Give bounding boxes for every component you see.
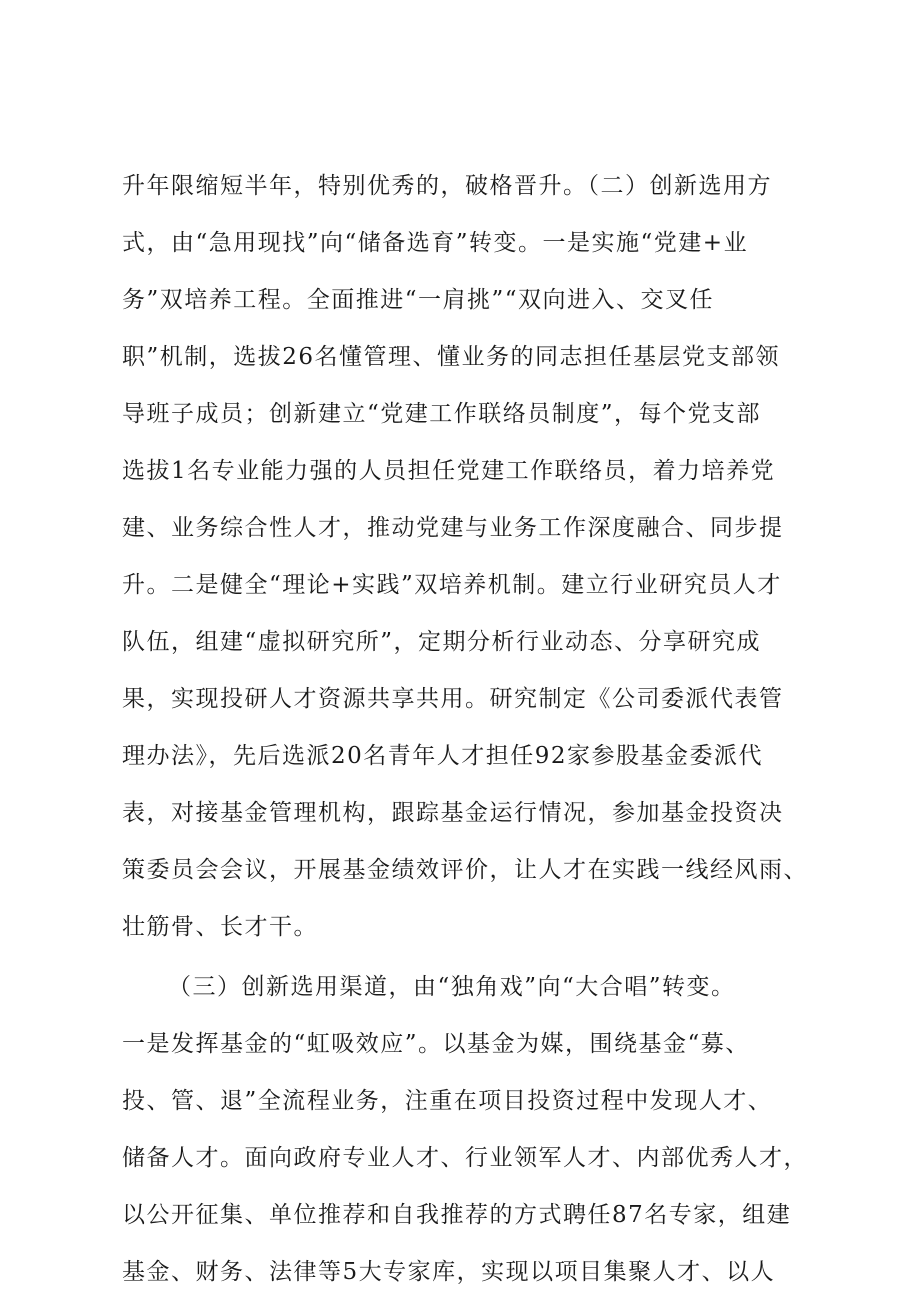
text-line: 壮筋骨、长才干。 [122, 914, 318, 940]
text-line: 建、业务综合性人才，推动党建与业务工作深度融合、同步提 [122, 515, 784, 541]
text-line: 升。二是健全“理论+实践”双培养机制。建立行业研究员人才 [122, 572, 782, 598]
text-line: 务”双培养工程。全面推进“一肩挑”“双向进入、交叉任 [122, 287, 715, 313]
text-line: 理办法》，先后选派20名青年人才担任92家参股基金委派代 [122, 743, 764, 769]
text-line: 以公开征集、单位推荐和自我推荐的方式聘任87名专家，组建 [122, 1202, 792, 1228]
text-line: 果，实现投研人才资源共享共用。研究制定《公司委派代表管 [122, 686, 784, 712]
paragraph-talent-selection-channels [122, 959, 812, 1301]
text-line: 队伍，组建“虚拟研究所”，定期分析行业动态、分享研究成 [122, 629, 762, 655]
text-line: 一是发挥基金的“虹吸效应”。以基金为媒，围绕基金“募、 [122, 1031, 750, 1057]
text-line: 策委员会会议，开展基金绩效评价，让人才在实践一线经风雨、 [122, 857, 808, 883]
document-body [122, 158, 812, 1301]
text-line: 基金、财务、法律等5大专家库，实现以项目集聚人才、以人 [122, 1259, 776, 1285]
text-line: 表，对接基金管理机构，跟踪基金运行情况，参加基金投资决 [122, 800, 784, 826]
text-line: 选拔1名专业能力强的人员担任党建工作联络员，着力培养党 [122, 458, 776, 484]
text-line: 升年限缩短半年，特别优秀的，破格晋升。（二）创新选用方 [122, 173, 772, 199]
text-line: 储备人才。面向政府专业人才、行业领军人才、内部优秀人才， [122, 1145, 808, 1171]
paragraph-talent-selection-methods [122, 158, 812, 956]
text-line: 投、管、退”全流程业务，注重在项目投资过程中发现人才、 [122, 1088, 773, 1114]
text-line: 导班子成员；创新建立“党建工作联络员制度”，每个党支部 [122, 401, 762, 427]
text-line: 职”机制，选拔26名懂管理、懂业务的同志担任基层党支部领 [122, 344, 781, 370]
text-line: 式，由“急用现找”向“储备选育”转变。一是实施“党建+业 [122, 230, 749, 256]
text-line: （三）创新选用渠道，由“独角戏”向“大合唱”转变。 [168, 974, 736, 1000]
